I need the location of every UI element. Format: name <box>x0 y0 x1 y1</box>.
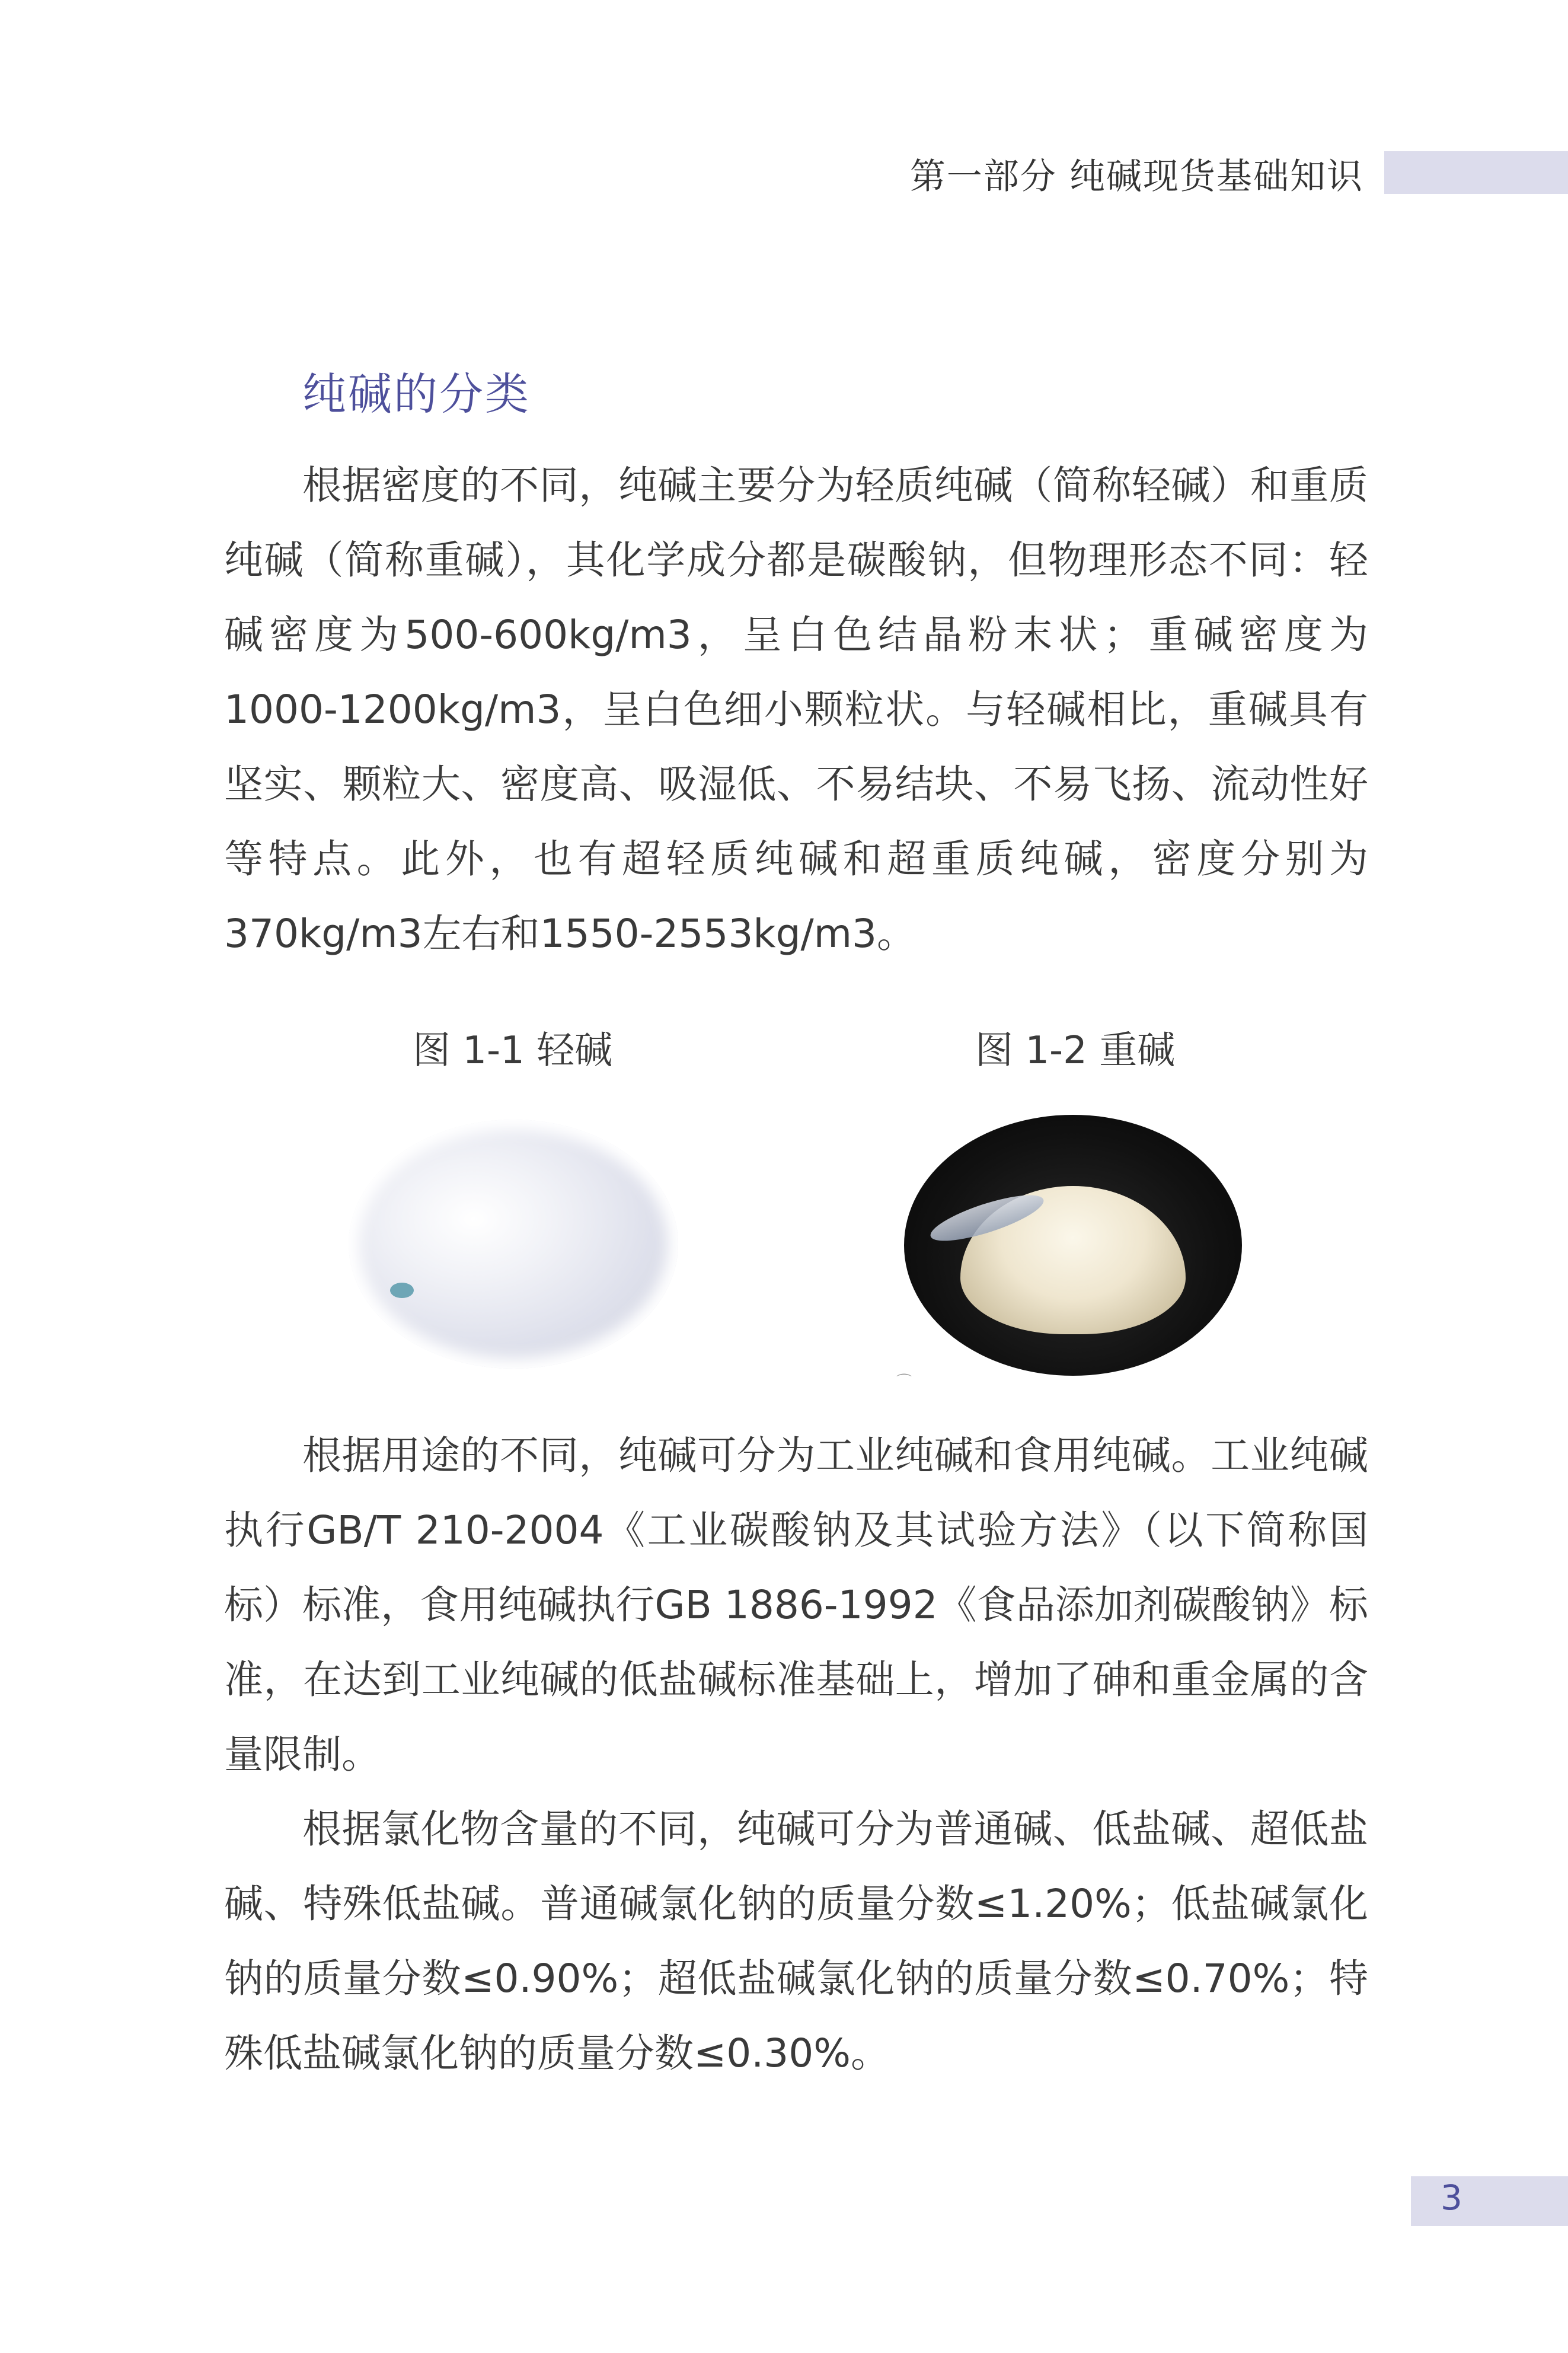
figure-mark: ⌒ <box>896 1373 912 1391</box>
page-number: 3 <box>1441 2177 1462 2218</box>
paragraph-density: 根据密度的不同，纯碱主要分为轻质纯碱（简称轻碱）和重质纯碱（简称重碱），其化学成分都是碳酸钠，但物理形态不同：轻碱密度为500-600kg/m3，呈白色结晶粉末状；重碱密度为1000-1200kg/m3，呈白色细小颗粒状。与轻碱相比，重碱具有坚实、颗粒大、密度高、吸湿低、不易结块、不易飞扬、流动性好等特点。此外，也有超轻质纯碱和超重质纯碱，密度分别为370kg/m3左右和1550-2553kg/m3。 <box>224 463 1368 956</box>
paragraph-chloride: 根据氯化物含量的不同，纯碱可分为普通碱、低盐碱、超低盐碱、特殊低盐碱。普通碱氯化钠的质量分数≤1.20%；低盐碱氯化钠的质量分数≤0.90%；超低盐碱氯化钠的质量分数≤0.70%；特殊低盐碱氯化钠的质量分数≤0.30%。 <box>224 1806 1368 2076</box>
figure-caption-light-soda: 图 1-1 轻碱 <box>413 1029 613 1073</box>
header-accent-bar <box>1384 151 1568 194</box>
heavy-soda-ash-photo <box>904 1115 1242 1376</box>
paragraph-usage: 根据用途的不同，纯碱可分为工业纯碱和食用纯碱。工业纯碱执行GB/T 210-2004《工业碳酸钠及其试验方法》（以下简称国标）标准，食用纯碱执行GB 1886-1992《食品添加剂碳酸钠》标准，在达到工业纯碱的低盐碱标准基础上，增加了砷和重金属的含量限制。 <box>224 1433 1368 1777</box>
light-soda-ash-photo <box>349 1120 678 1369</box>
page-number-bar <box>1411 2176 1568 2226</box>
section-title: 纯碱的分类 <box>302 369 531 420</box>
photo-detail <box>390 1283 414 1298</box>
running-header: 第一部分 纯碱现货基础知识 <box>909 156 1363 197</box>
figure-caption-heavy-soda: 图 1-2 重碱 <box>975 1029 1176 1073</box>
